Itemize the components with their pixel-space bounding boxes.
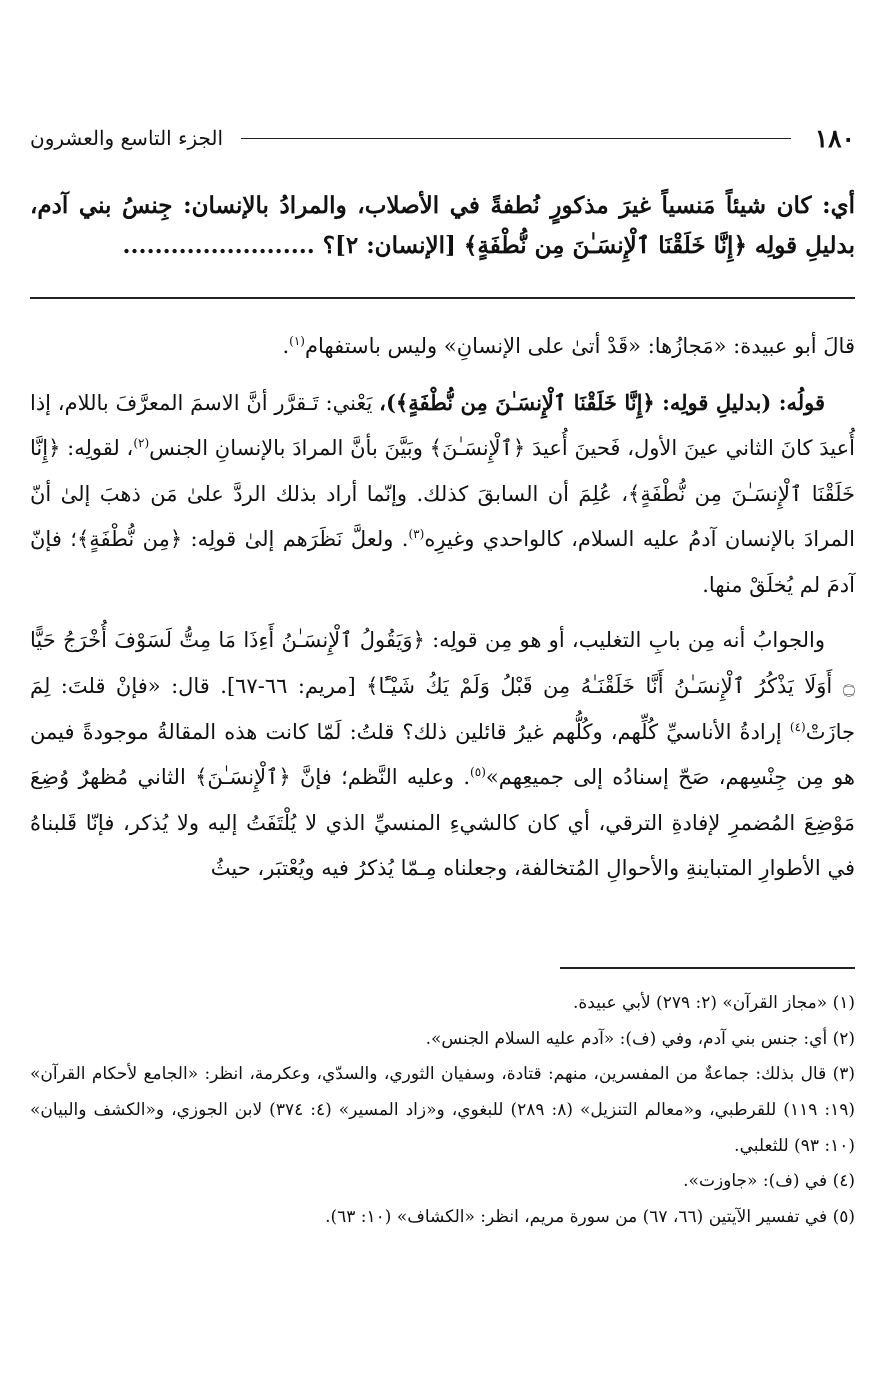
footnote-item: (١) «مجاز القرآن» (٢: ٢٧٩) لأبي عبيدة. [573, 993, 855, 1013]
matn-paragraph: أي: كان شيئاً مَنسياً غيرَ مذكورٍ نُطفةً في الأصلاب، والمرادُ بالإنسان: جِنسُ بني آدم، بدليلِ قولِه ﴿إِنَّا خَلَقْنَا ٱلْإِنسَـٰنَ مِن نُّطْفَةٍ﴾ [الإنسان: ٢]؟ ........................ [30, 192, 855, 260]
commentary-text: . وعليه النَّظم؛ فإنَّ ﴿ٱلْإِنسَـٰنَ﴾ الثاني مُظهرٌ وُضِعَ مَوْضِعَ المُضمرِ لإفادةِ الترقي، أي كان كالشيءِ المنسيِّ الذي لا يُلْتَفَتُ إليه ولا يُذكر، فإنّا قَلبناهُ في الأطوارِ المتباينةِ والأحوالِ المُتخالفة، وجعلناه مِـمّا يُذكرُ فيه ويُعْتبَر، حيثُ [30, 765, 855, 881]
header-rule [241, 138, 791, 139]
footnote-ref-1: (١) [289, 334, 305, 348]
footnote-ref-4: (٤) [789, 719, 806, 734]
matn-separator-rule [30, 297, 855, 299]
footnote-item: (٣) قال بذلك: جماعةٌ من المفسرين، منهم: قتادة، وسفيان الثوري، والسدّي، وعكرمة، انظر: «الجامع لأحكام القرآن» (١٩: ١١٩) للقرطبي، و«معالم التنزيل» (٨: ٢٨٩) للبغوي، و«زاد المسير» (٤: ٣٧٤) لابن الجوزي، و«الكشف والبيان» (١٠: ٩٣) للثعلبي. [30, 1064, 855, 1156]
commentary-text: ، لقولِه: ﴿إِنَّا خَلَقْنَا ٱلْإِنسَـٰنَ مِن نُّطْفَةٍ﴾، عُلِمَ أن السابقَ كذلك. وإنّما أراد بذلك الردَّ علىٰ مَن ذهبَ إلىٰ أنّ المرادَ بالإنسان آدمُ عليه السلام، كالواحدي وغيرِه [30, 436, 856, 552]
quoted-lemma: قولُه: (بدليلِ قولِه: ﴿إِنَّا خَلَقْنَا ٱلْإِنسَـٰنَ مِن نُّطْفَةٍ﴾)، [379, 389, 825, 415]
matn-text-block [30, 186, 855, 267]
footnote-ref-2: (٢) [133, 436, 150, 451]
footnote-item: (٤) في (ف): «جاوزت». [683, 1171, 855, 1192]
commentary-text: والجوابُ أنه مِن بابِ التغليب، أو هو مِن قولِه: ﴿وَيَقُولُ ٱلْإِنسَـٰنُ أَءِذَا مَا مِتُّ لَسَوْفَ أُخْرَجُ حَيًّا ۝ أَوَلَا يَذْكُرُ ٱلْإِنسَـٰنُ أَنَّا خَلَقْنَـٰهُ مِن قَبْلُ وَلَمْ يَكُ شَيْـًٔا﴾ [مريم: ٦٦-٦٧]. قال: «فإنْ قلتَ: لِمَ جازَتْ [30, 628, 855, 744]
footnotes-block [30, 986, 855, 1236]
commentary-text: . [282, 334, 290, 358]
footnote-item: (٢) أي: جنس بني آدم، وفي (ف): «آدم عليه السلام الجنس». [425, 1028, 855, 1049]
footnote-separator-rule [560, 967, 855, 969]
commentary-text: إرادةُ الأناسيِّ كُلِّهم، وكُلُّهم غيرُ قائلين ذلك؟ قلتُ: لَمّا كانت هذه المقالةُ موجودةً فيمن هو مِن جِنْسِهم، صَحّ إسنادُه إلى جميعِهم» [30, 719, 855, 790]
commentary-text: يَعْني: تَـقرَّر أنَّ الاسمَ المعرَّفَ باللام، إذا أُعيدَ كانَ الثاني عينَ الأول، فَحينَ أُعيدَ ﴿ٱلْإِنسَـٰنَ﴾ وبَيَّنَ بأنَّ المرادَ بالإنسانِ الجنس [30, 390, 855, 461]
commentary-paragraph-2 [30, 380, 855, 609]
commentary-block [30, 324, 855, 902]
footnote-ref-3: (٣) [408, 527, 425, 542]
commentary-text: . ولعلَّ نَظَرَهم إلىٰ قولِه: ﴿مِن نُّطْفَةٍ﴾؛ فإنّ آدمَ لم يُخلَقْ منها. [30, 527, 855, 597]
running-title: الجزء التاسع والعشرون [30, 126, 224, 150]
footnote-item: (٥) في تفسير الآيتين (٦٦، ٦٧) من سورة مريم، انظر: «الكشاف» (١٠: ٦٣). [325, 1207, 855, 1228]
commentary-paragraph-1 [30, 324, 855, 370]
footnote-ref-5: (٥) [470, 765, 486, 780]
commentary-text: قالَ أبو عبيدة: «مَجازُها: «قَدْ أتىٰ على الإنسانِ» وليس باستفهام [304, 334, 855, 358]
book-page [30, 0, 855, 1397]
page-header [30, 118, 855, 158]
page-number: ١٨٠ [814, 123, 855, 153]
commentary-paragraph-3 [30, 618, 855, 891]
